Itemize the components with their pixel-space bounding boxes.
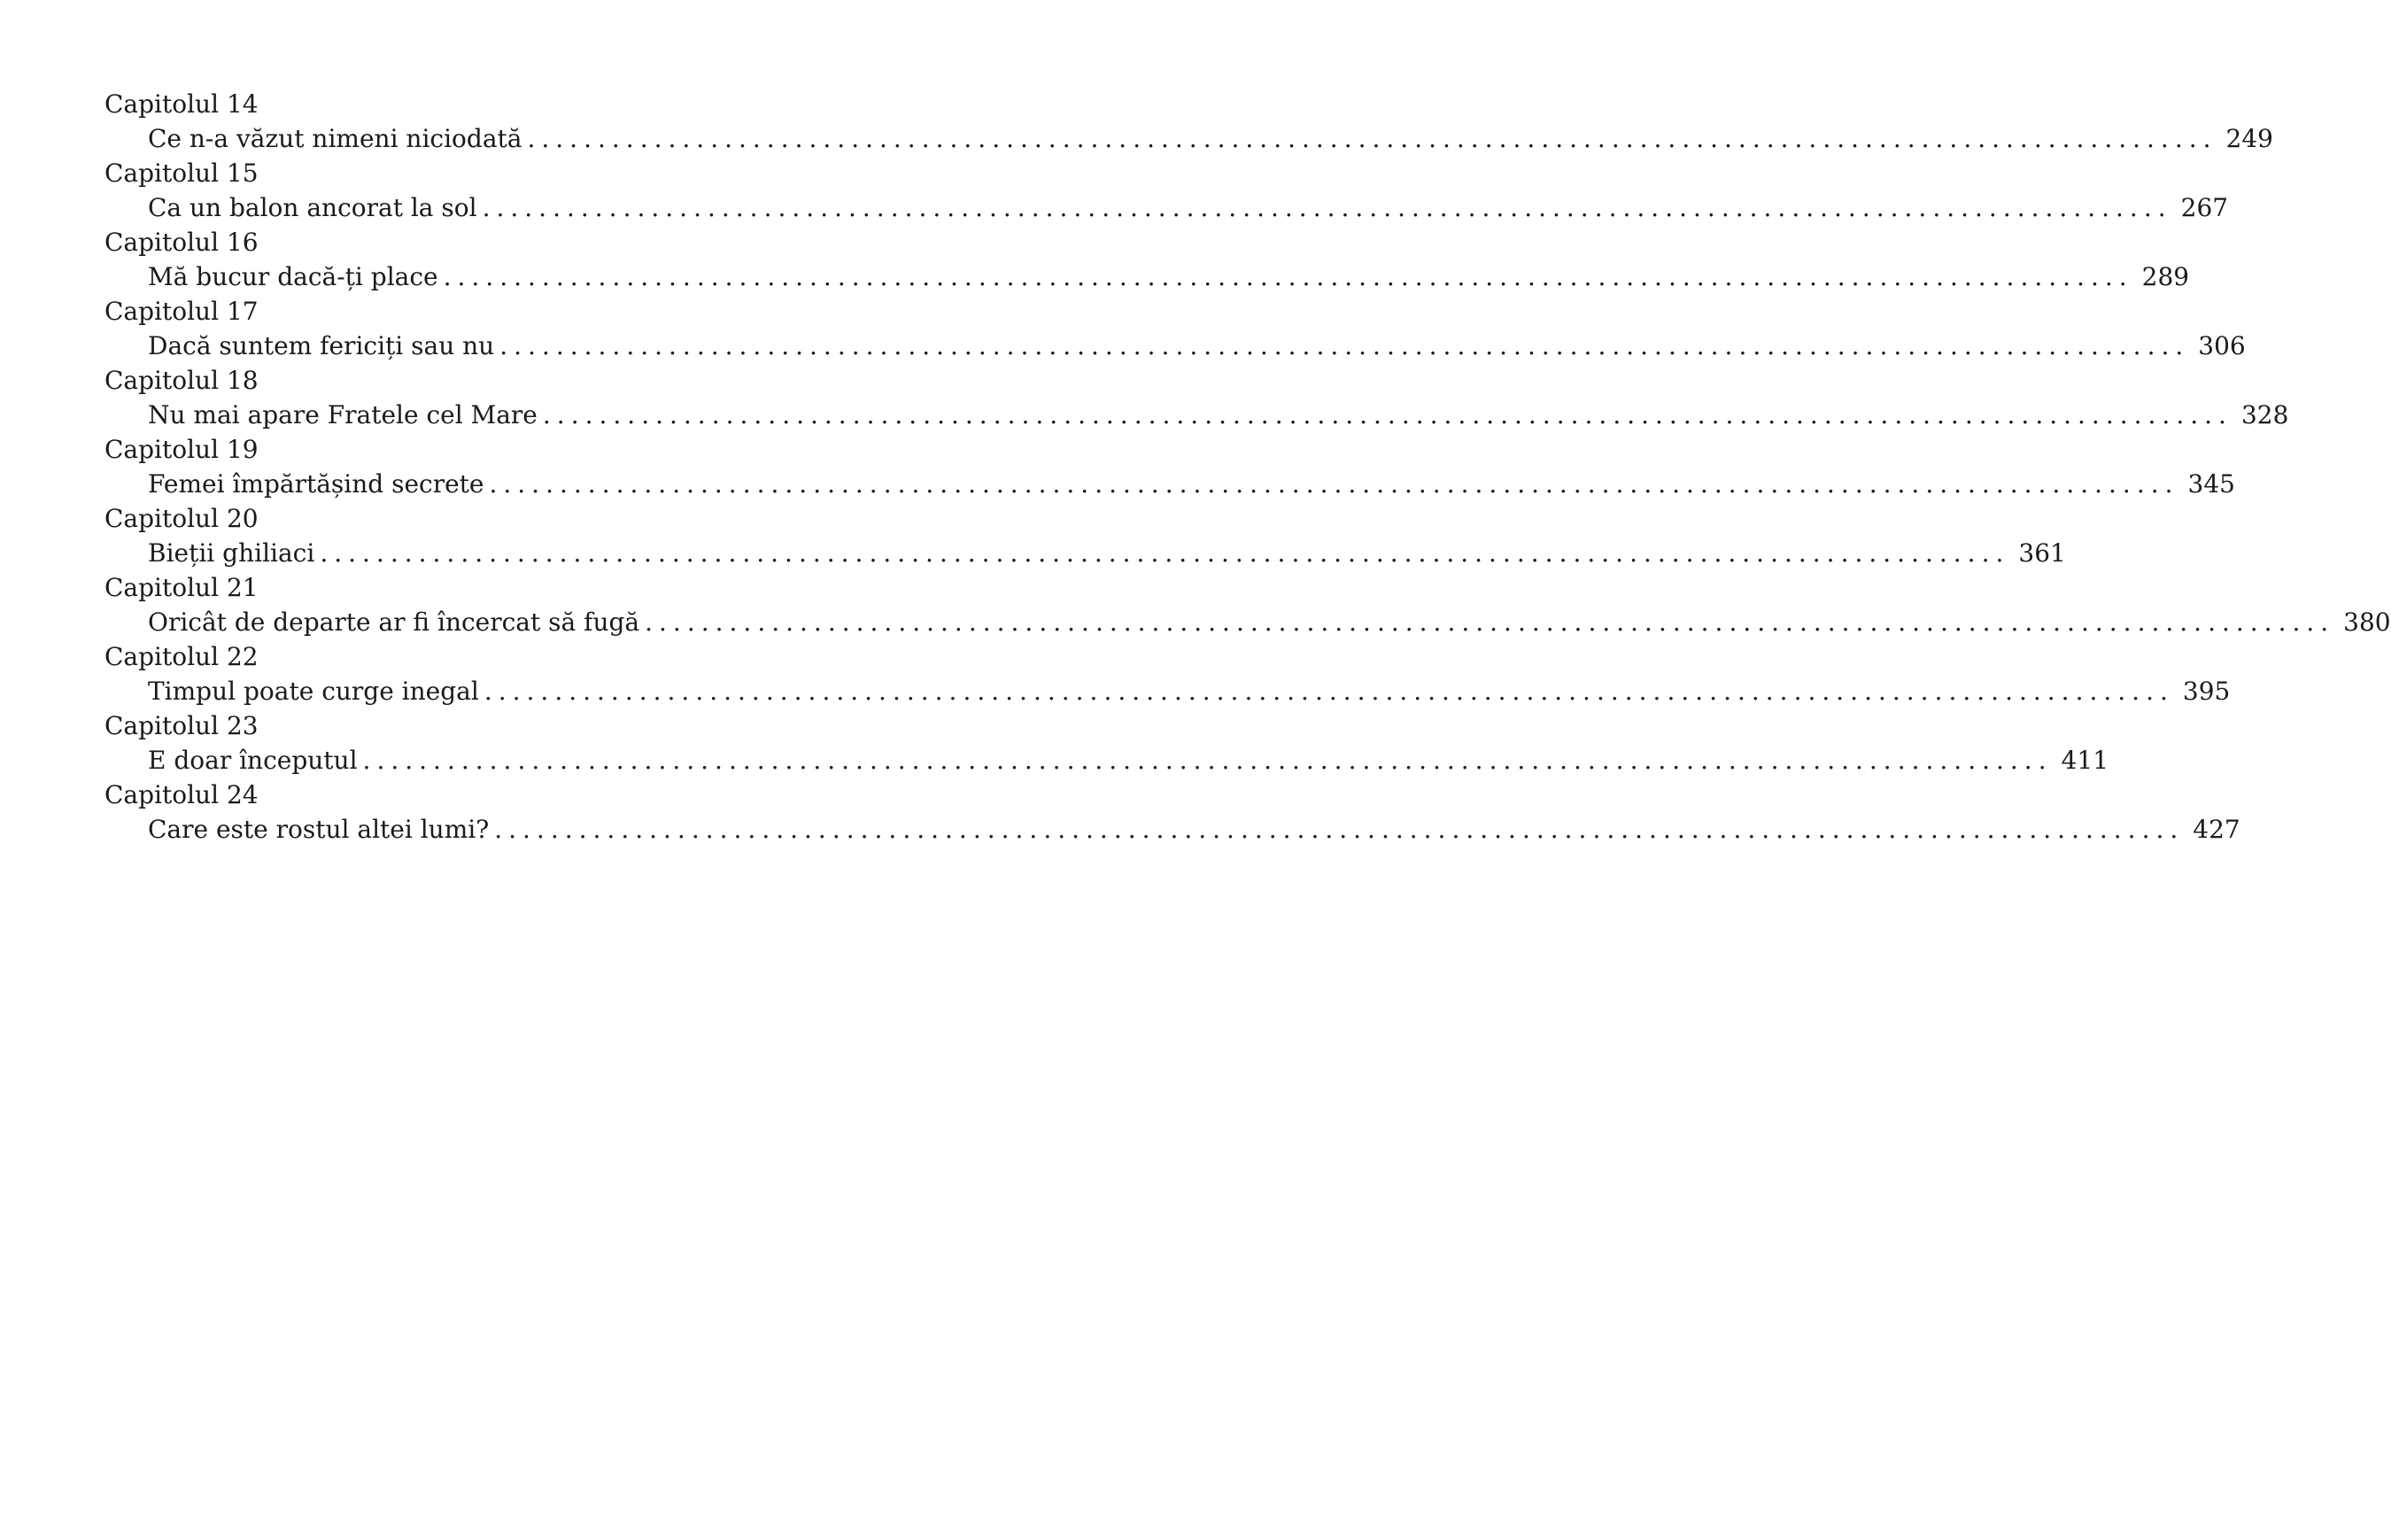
- dot-leader: ........................................................................................................................: [499, 331, 2190, 360]
- page-number: 306: [2198, 331, 2246, 360]
- chapter-line: [104, 605, 2391, 639]
- toc-entry: [104, 363, 2289, 432]
- chapter-title: Timpul poate curge inegal: [148, 677, 479, 706]
- chapter-title: Dacă suntem fericiți sau nu: [148, 331, 495, 360]
- dot-leader: ........................................................................................................................: [489, 469, 2179, 499]
- chapter-line: [104, 674, 2231, 708]
- page-number: 289: [2141, 262, 2190, 291]
- dot-leader: ........................................................................................................................: [443, 262, 2133, 291]
- toc-entry: [104, 570, 2391, 639]
- page-number: 249: [2225, 124, 2273, 153]
- chapter-title: E doar începutul: [148, 746, 358, 775]
- chapter-title: Care este rostul altei lumi?: [148, 815, 490, 844]
- page-number: 395: [2182, 677, 2231, 706]
- page-number: 328: [2240, 400, 2289, 429]
- chapter-line: [104, 743, 2109, 778]
- page-number: 411: [2061, 746, 2109, 775]
- chapter-line: [104, 467, 2235, 501]
- table-of-contents: [104, 87, 2391, 847]
- chapter-line: [104, 812, 2240, 847]
- toc-entry: [104, 639, 2231, 708]
- chapter-label: Capitolul 18: [104, 366, 259, 395]
- dot-leader: ........................................................................................................................: [527, 124, 2217, 153]
- chapter-label: Capitolul 15: [104, 159, 259, 188]
- chapter-label: Capitolul 17: [104, 297, 259, 326]
- toc-entry: [104, 156, 2229, 225]
- chapter-title: Oricât de departe ar fi încercat să fugă: [148, 607, 640, 637]
- dot-leader: ........................................................................................................................: [482, 193, 2172, 222]
- toc-entry: [104, 294, 2246, 363]
- page-number: 427: [2193, 815, 2240, 844]
- dot-leader: ........................................................................................................................: [542, 400, 2232, 429]
- toc-entry: [104, 778, 2240, 847]
- dot-leader: ........................................................................................................................: [362, 746, 2053, 775]
- chapter-title: Ca un balon ancorat la sol: [148, 193, 477, 222]
- toc-entry: [104, 87, 2273, 156]
- chapter-title: Femei împărtășind secrete: [148, 469, 484, 499]
- toc-entry: [104, 432, 2235, 501]
- chapter-label: Capitolul 24: [104, 780, 259, 809]
- dot-leader: ........................................................................................................................: [484, 677, 2174, 706]
- chapter-line: [104, 121, 2273, 156]
- toc-entry: [104, 225, 2190, 294]
- chapter-line: [104, 536, 2066, 570]
- chapter-title: Ce n-a văzut nimeni niciodată: [148, 124, 522, 153]
- toc-entry: [104, 708, 2109, 778]
- chapter-line: [104, 329, 2246, 363]
- chapter-line: [104, 259, 2190, 294]
- chapter-title: Bieții ghiliaci: [148, 538, 315, 568]
- chapter-label: Capitolul 19: [104, 435, 259, 464]
- page-number: 361: [2018, 538, 2066, 568]
- dot-leader: ........................................................................................................................: [645, 607, 2335, 637]
- chapter-label: Capitolul 21: [104, 573, 259, 602]
- dot-leader: ........................................................................................................................: [320, 538, 2010, 568]
- chapter-line: [104, 398, 2289, 432]
- chapter-title: Nu mai apare Fratele cel Mare: [148, 400, 538, 429]
- chapter-label: Capitolul 14: [104, 89, 259, 119]
- chapter-title: Mă bucur dacă-ți place: [148, 262, 438, 291]
- chapter-label: Capitolul 22: [104, 642, 259, 671]
- chapter-label: Capitolul 16: [104, 228, 259, 257]
- dot-leader: ........................................................................................................................: [494, 815, 2185, 844]
- page-number: 267: [2180, 193, 2229, 222]
- toc-entry: [104, 501, 2066, 570]
- chapter-line: [104, 190, 2229, 225]
- chapter-label: Capitolul 23: [104, 711, 259, 740]
- page-number: 380: [2343, 607, 2391, 637]
- page-number: 345: [2187, 469, 2235, 499]
- chapter-label: Capitolul 20: [104, 504, 259, 533]
